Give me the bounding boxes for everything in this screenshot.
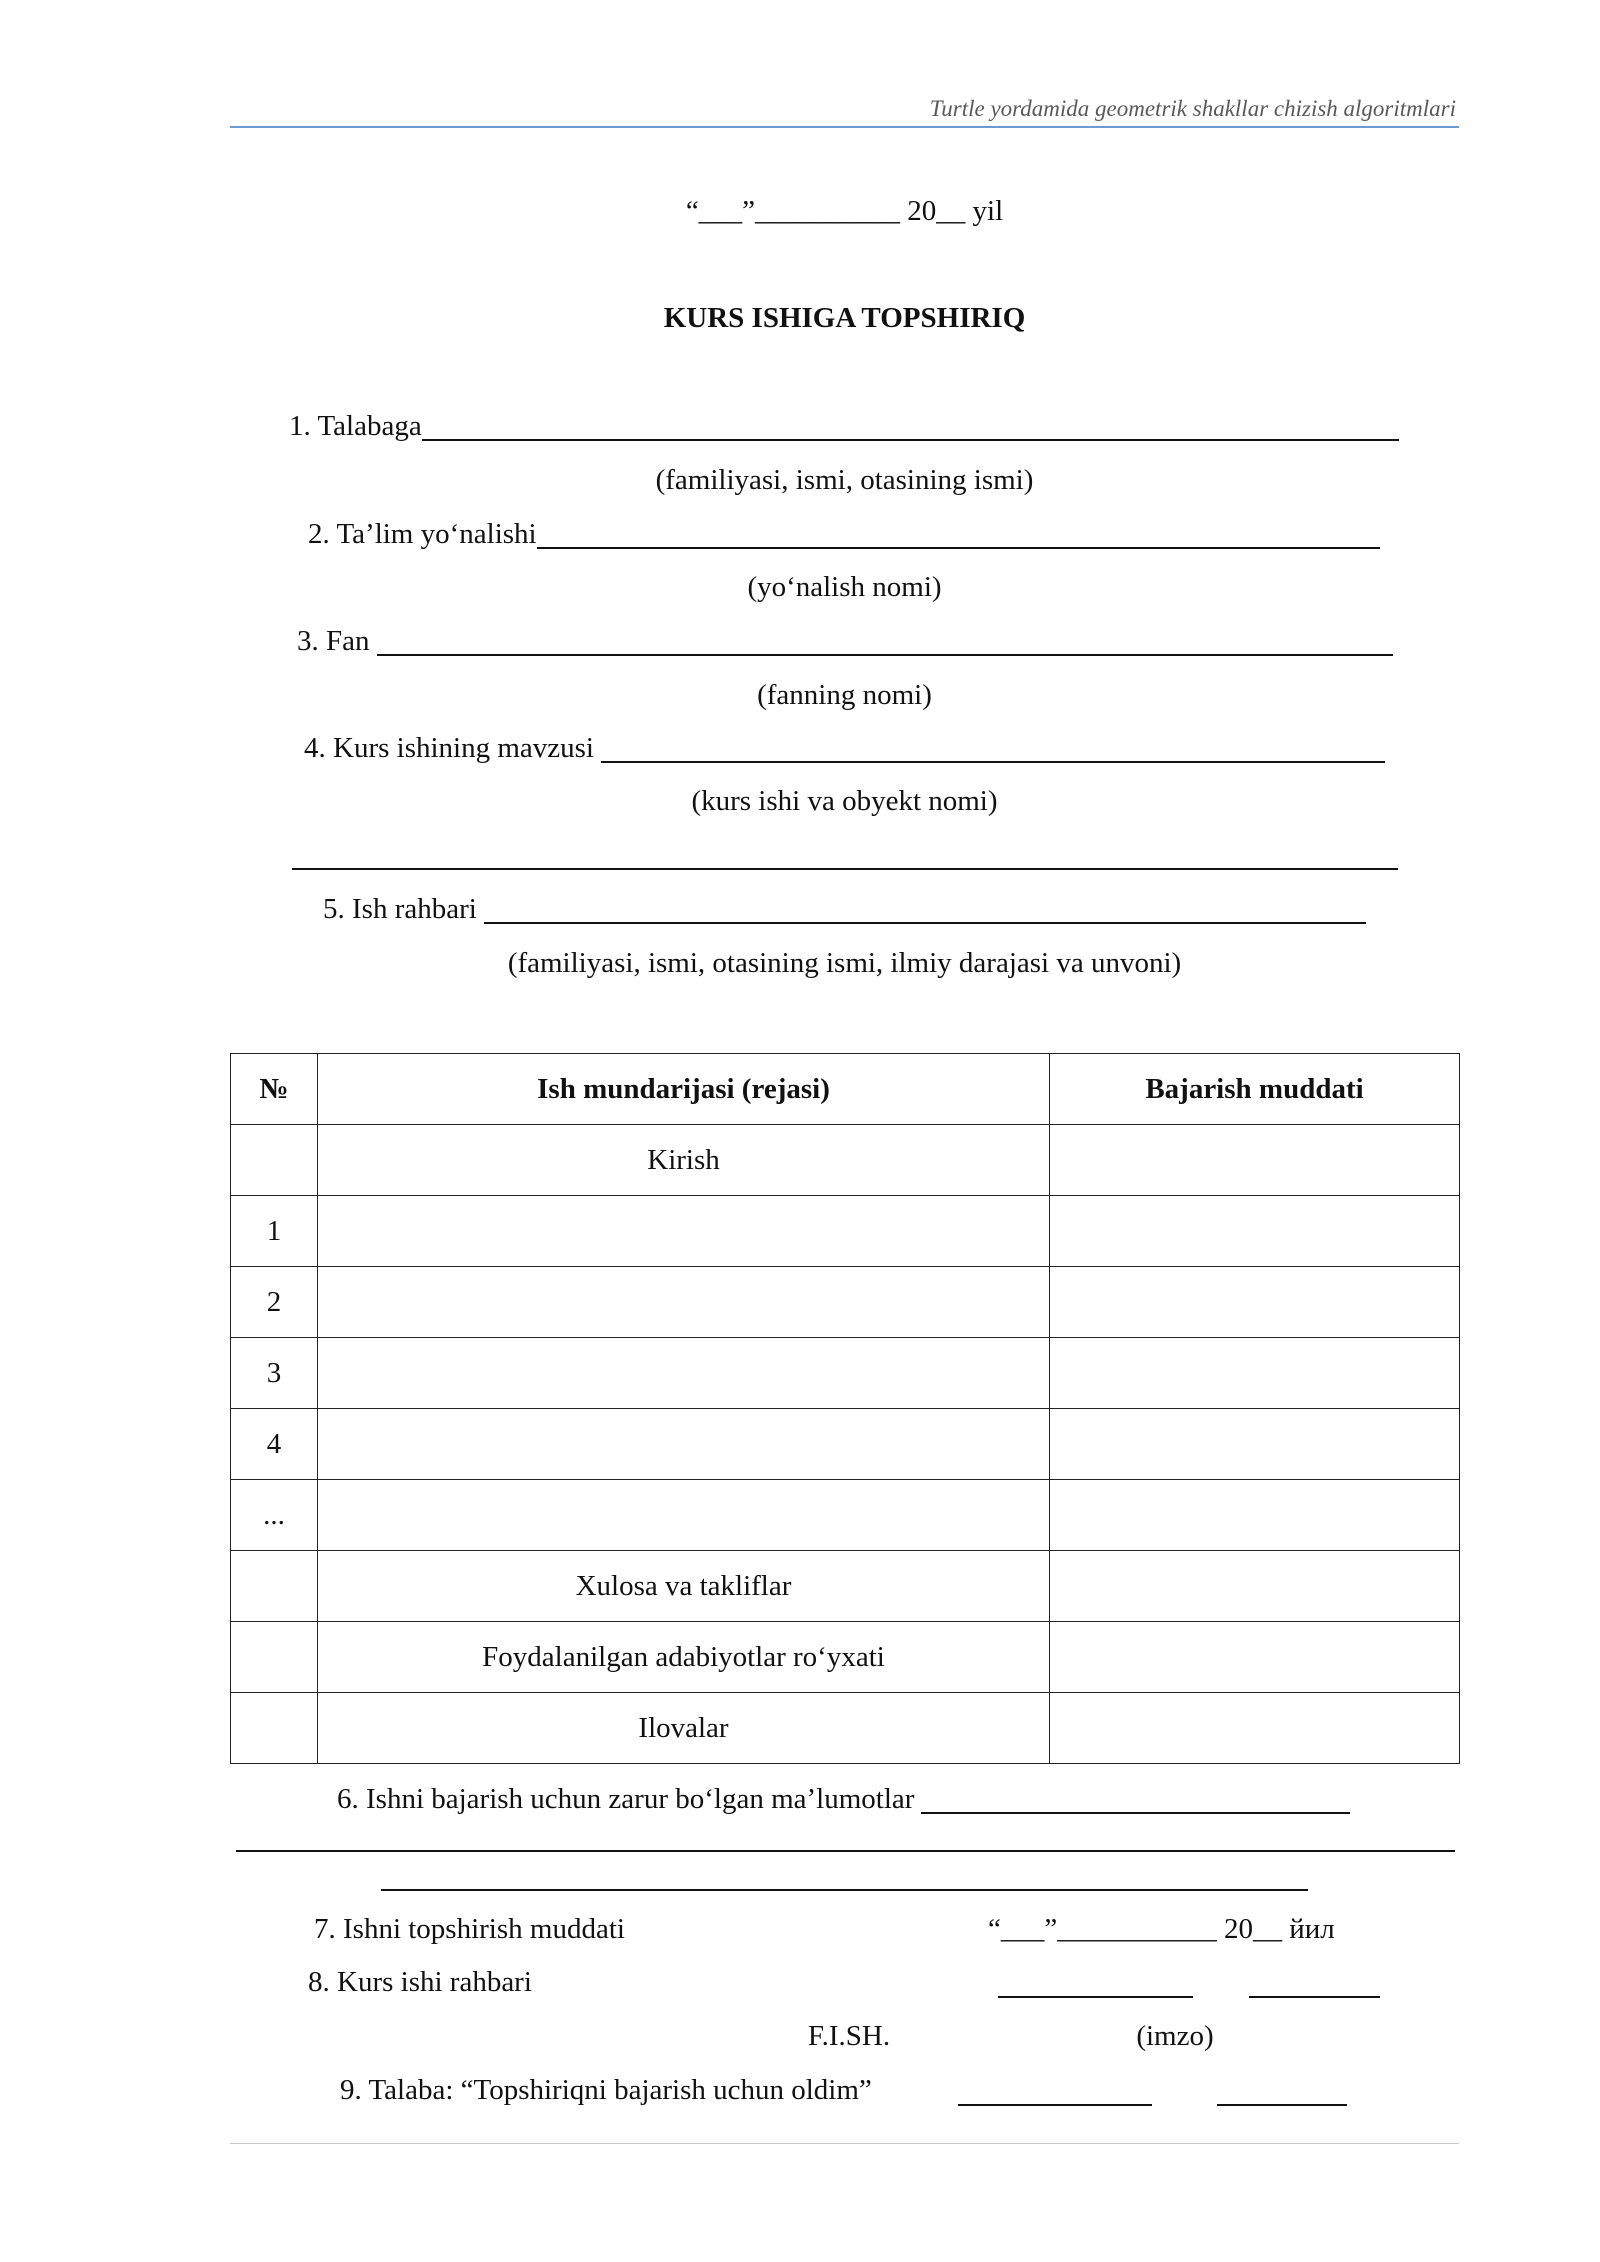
table-header-row <box>231 1054 1460 1125</box>
row-number-cell: ... <box>231 1480 318 1551</box>
field-student-caption: (familiyasi, ismi, otasining ismi) <box>655 464 1034 496</box>
page-title: KURS ISHIGA TOPSHIRIQ <box>663 302 1026 334</box>
field-direction-label: 2. Ta’lim yo‘nalishi <box>308 518 537 550</box>
row-deadline-cell <box>1050 1125 1460 1196</box>
supervisor-name-blank <box>998 1996 1193 1998</box>
field-topic-caption: (kurs ishi va obyekt nomi) <box>691 785 998 817</box>
field-required-info-blank <box>921 1781 1350 1814</box>
row-deadline-cell <box>1050 1267 1460 1338</box>
field-topic-extra-blank <box>292 868 1398 870</box>
row-deadline-cell <box>1050 1551 1460 1622</box>
field-subject-label: 3. Fan <box>297 625 370 657</box>
table-header-content: Ish mundarijasi (rejasi) <box>318 1054 1050 1125</box>
row-number-cell <box>231 1125 318 1196</box>
row-deadline-cell <box>1050 1409 1460 1480</box>
field-topic-blank <box>601 730 1385 763</box>
row-number-cell: 4 <box>231 1409 318 1480</box>
table-row <box>231 1409 1460 1480</box>
field-direction-blank <box>537 516 1380 549</box>
deadline-date: “___”___________ 20__ йил <box>988 1913 1335 1945</box>
field-supervisor-blank <box>484 891 1366 924</box>
plan-table <box>230 1053 1460 1764</box>
row-deadline-cell <box>1050 1338 1460 1409</box>
table-row <box>231 1338 1460 1409</box>
row-deadline-cell <box>1050 1693 1460 1764</box>
row-content-cell: Foydalanilgan adabiyotlar ro‘yxati <box>318 1622 1050 1693</box>
field-student <box>289 408 1399 444</box>
table-row <box>231 1480 1460 1551</box>
field-subject-blank <box>377 623 1394 656</box>
field-topic-label: 4. Kurs ishining mavzusi <box>304 732 594 764</box>
field-supervisor-caption: (familiyasi, ismi, otasining ismi, ilmiy darajasi va unvoni) <box>507 947 1182 979</box>
table-row <box>231 1125 1460 1196</box>
student-signature-blank <box>1217 2104 1347 2106</box>
row-number-cell: 1 <box>231 1196 318 1267</box>
name-caption: F.I.SH. <box>807 2020 891 2052</box>
deadline-label: 7. Ishni topshirish muddati <box>314 1913 625 1945</box>
table-row <box>231 1267 1460 1338</box>
row-content-cell: Ilovalar <box>318 1693 1050 1764</box>
date-line: “___”__________ 20__ yil <box>685 195 1004 227</box>
running-header-title: Turtle yordamida geometrik shakllar chizish algoritmlari <box>929 96 1456 121</box>
row-content-cell <box>318 1480 1050 1551</box>
row-number-cell <box>231 1551 318 1622</box>
table-header-number: № <box>231 1054 318 1125</box>
field-supervisor-label: 5. Ish rahbari <box>323 893 477 925</box>
required-info-blank-line-2 <box>381 1889 1308 1891</box>
row-deadline-cell <box>1050 1196 1460 1267</box>
row-number-cell <box>231 1693 318 1764</box>
row-number-cell: 2 <box>231 1267 318 1338</box>
table-row <box>231 1196 1460 1267</box>
table-row <box>231 1551 1460 1622</box>
row-content-cell <box>318 1196 1050 1267</box>
signature-caption: (imzo) <box>1136 2020 1214 2052</box>
row-content-cell <box>318 1409 1050 1480</box>
field-direction-caption: (yo‘nalish nomi) <box>747 571 942 603</box>
row-content-cell: Xulosa va takliflar <box>318 1551 1050 1622</box>
field-supervisor <box>323 891 1366 927</box>
row-number-cell <box>231 1622 318 1693</box>
row-number-cell: 3 <box>231 1338 318 1409</box>
field-required-info-label: 6. Ishni bajarish uchun zarur bo‘lgan ma’lumotlar <box>337 1783 915 1815</box>
supervisor-signature-blank <box>1249 1996 1380 1998</box>
field-student-label: 1. Talabaga <box>289 410 422 442</box>
footer-rule <box>230 2143 1459 2144</box>
row-deadline-cell <box>1050 1622 1460 1693</box>
table-header-deadline: Bajarish muddati <box>1050 1054 1460 1125</box>
header-rule <box>230 126 1459 128</box>
student-name-blank <box>958 2104 1152 2106</box>
field-topic <box>304 730 1385 766</box>
table-row <box>231 1622 1460 1693</box>
row-content-cell <box>318 1267 1050 1338</box>
field-required-info <box>337 1781 1350 1817</box>
row-content-cell: Kirish <box>318 1125 1050 1196</box>
student-acceptance-label: 9. Talaba: “Topshiriqni bajarish uchun oldim” <box>340 2074 872 2106</box>
field-direction <box>308 516 1380 552</box>
supervisor-label: 8. Kurs ishi rahbari <box>308 1966 532 1998</box>
field-subject <box>297 623 1393 659</box>
row-deadline-cell <box>1050 1480 1460 1551</box>
row-content-cell <box>318 1338 1050 1409</box>
field-subject-caption: (fanning nomi) <box>757 679 932 711</box>
required-info-blank-line-1 <box>236 1850 1455 1852</box>
table-row <box>231 1693 1460 1764</box>
field-student-blank <box>422 408 1399 441</box>
